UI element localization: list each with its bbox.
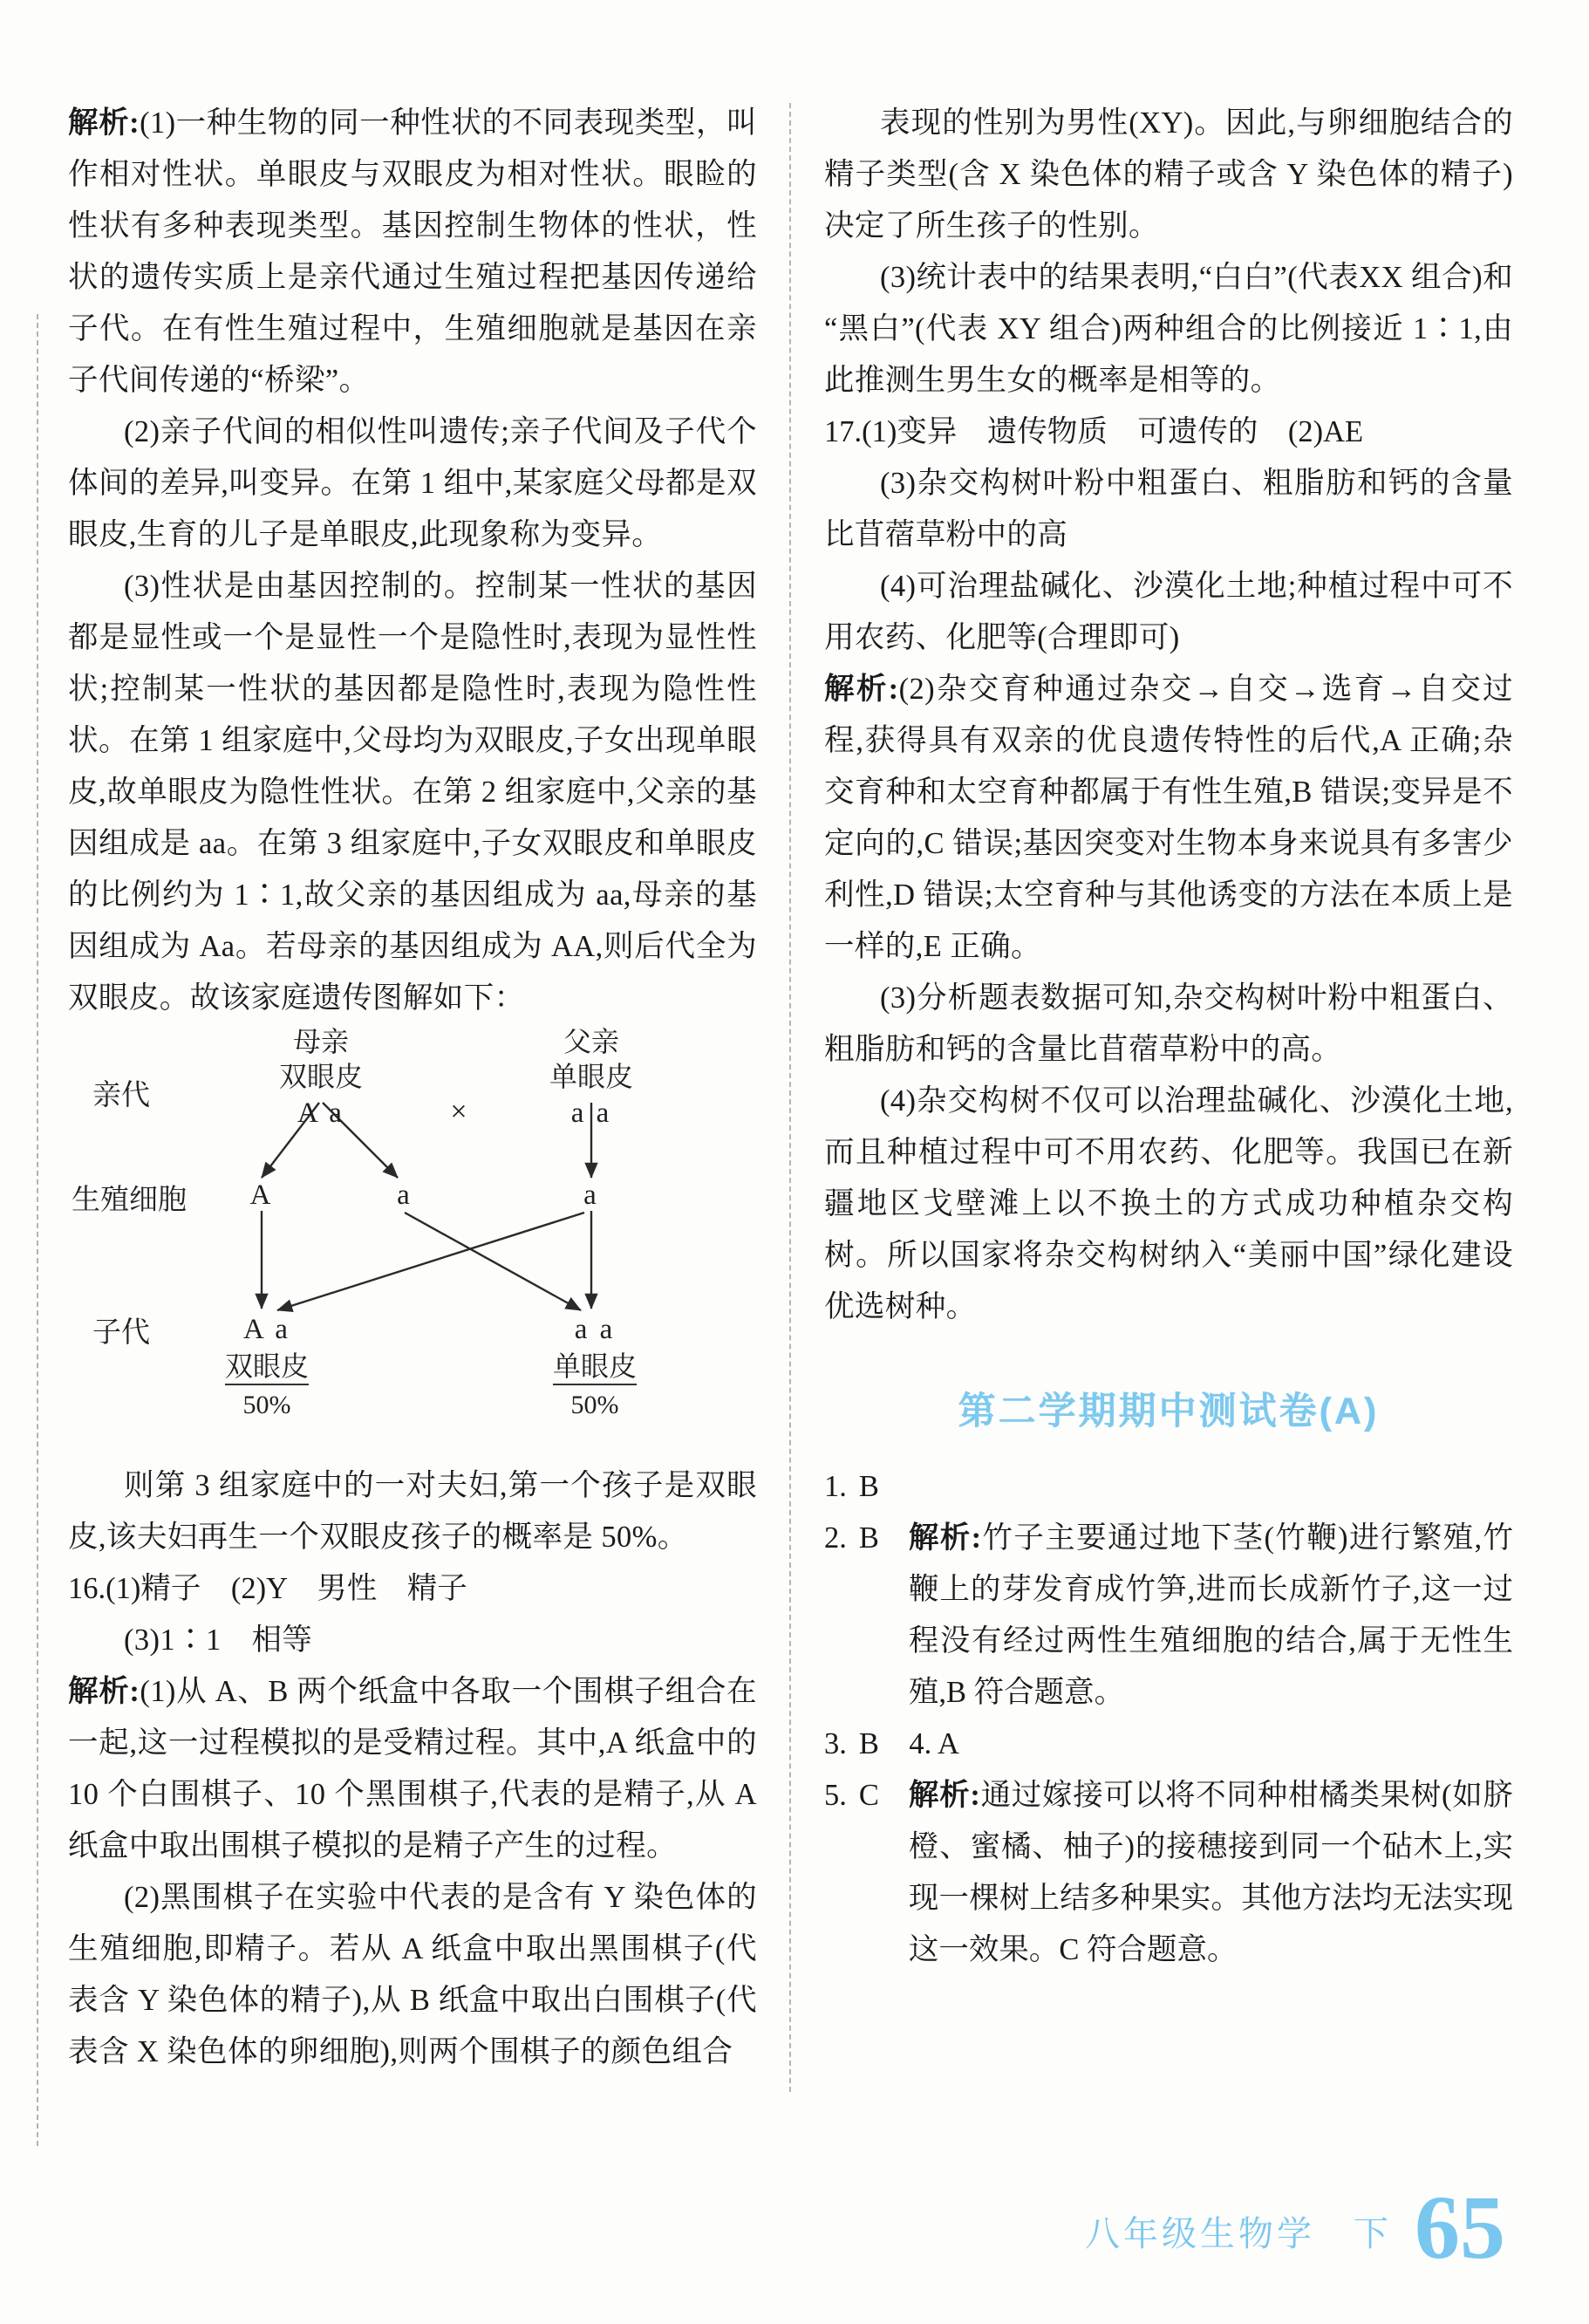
offspring-left-genotype: A a [243,1314,290,1345]
explanation-paragraph [68,98,757,407]
explanation-17-part4: (4)杂交构树不仅可以治理盐碱化、沙漠化土地,而且种植过程中可不用农药、化肥等。我国已在新疆地区戈壁滩上以不换土的方式成功种植杂交构树。所以国家将杂交构树纳入“美丽中国”绿化建设优选树种。 [824,1084,1513,1323]
explanation-17-text: (2)杂交育种通过杂交→自交→选育→自交过程,获得具有双亲的优良遗传特性的后代,A 正确;杂交育种和太空育种都属于有性生殖,B 错误;变异是不定向的,C 错误;基因突变对生物本身来说具有多害少利性,D 错误;太空育种与其他诱变的方法在本质上是一样的,E 正确。 [824,673,1513,963]
paragraph-q15-3: (3)性状是由基因控制的。控制某一性状的基因都是显性或一个是显性一个是隐性时,表现为显性性状;控制某一性状的基因都是隐性时,表现为隐性性状。在第 1 组家庭中,父母均为双眼皮,子女出现单眼皮,故单眼皮为隐性性状。在第 2 组家庭中,父亲的基因组成是 aa。在第 3 组家庭中,子女双眼皮和单眼皮的比例约为 1∶1,故父亲的基因组成为 aa,母亲的基因组成为 Aa。若母亲的基因组成为 AA,则后代全为双眼皮。故该家庭遗传图解如下： [68,570,757,1015]
page-footer [0,2177,1589,2279]
answer-text-17: (1)变异 遗传物质 可遗传的 (2)AE [862,415,1364,448]
answer-item-17-part4: (4)可治理盐碱化、沙漠化土地;种植过程中可不用农药、化肥等(合理即可) [824,570,1513,654]
answer-number-3: 3. [824,1727,847,1760]
pedigree-arrows [68,1031,757,1406]
row-label-parent: 亲代 [92,1080,150,1111]
answer-item-5 [824,1770,1513,1976]
paragraph-after-diagram: 则第 3 组家庭中的一对夫妇,第一个孩子是双眼皮,该夫妇再生一个双眼皮孩子的概率是 50%。 [68,1469,757,1554]
offspring-right-phenotype: 单眼皮 [553,1352,637,1385]
answer-text-16: (1)精子 (2)Y 男性 精子 [106,1572,467,1605]
father-gamete-a: a [583,1179,599,1211]
offspring-right-genotype: a a [574,1314,616,1345]
answer-item-1 [824,1461,1513,1513]
answer-number-1: 1. [824,1470,847,1503]
father-phenotype: 单眼皮 [549,1061,634,1092]
row-label-gametes: 生殖细胞 [72,1185,187,1216]
answer-choice-2: B [858,1521,879,1555]
answer-number-17: 17. [824,415,863,448]
explanation-17-label: 解析: [824,673,899,706]
answer-text-1: B [858,1470,879,1503]
explanation-16-part2: (2)黑围棋子在实验中代表的是含有 Y 染色体的生殖细胞,即精子。若从 A 纸盒中取出黑围棋子(代表含 Y 染色体的精子),从 B 纸盒中取出白围棋子(代表含 X 染色体的卵细胞),则两个围棋子的颜色组合 [68,1881,757,2068]
mother-title: 母亲 [292,1026,350,1057]
diagram-spacer [68,1410,757,1460]
explanation-2-label: 解析: [908,1521,982,1555]
mother-gamete-A: A [249,1179,274,1211]
mother-phenotype: 双眼皮 [278,1061,364,1092]
explanation-16-text: (1)从 A、B 两个纸盒中各取一个围棋子组合在一起,这一过程模拟的是受精过程。其中,A 纸盒中的 10 个白围棋子、10 个黑围棋子,代表的是精子,从 A 纸盒中取出围棋子模拟的是精子产生的过程。 [68,1675,757,1863]
right-column [824,98,1513,1976]
explanation-2-text: 竹子主要通过地下茎(竹鞭)进行繁殖,竹鞭上的芽发育成竹笋,进而长成新竹子,这一过程没有经过两性生殖细胞的结合,属于无性生殖,B 符合题意。 [908,1521,1513,1709]
answer-item-17 [824,407,1513,458]
explanation-17 [824,664,1513,973]
offspring-right-ratio: 50% [570,1391,619,1419]
offspring-left-phenotype: 双眼皮 [225,1352,309,1385]
paragraph-16-3: (3)统计表中的结果表明,“白白”(代表XX 组合)和“黑白”(代表 XY 组合)两种组合的比例接近 1∶1,由此推测生男生女的概率是相等的。 [824,261,1514,397]
answer-item-3-4 [824,1719,1513,1770]
explanation-16 [68,1666,757,1872]
mother-genotype: A a [297,1097,344,1129]
paragraph-continued: 表现的性别为男性(XY)。因此,与卵细胞结合的精子类型(含 X 染色体的精子或含 Y 染色体的精子)决定了所生孩子的性别。 [824,106,1513,243]
answer-number-2: 2. [824,1521,847,1555]
explanation-text: (1)一种生物的同一种性状的不同表现类型，叫作相对性状。单眼皮与双眼皮为相对性状。眼睑的性状有多种表现类型。基因控制生物体的性状，性状的遗传实质上是亲代通过生殖过程把基因传递给子代。在有性生殖过程中，生殖细胞就是基因在亲子代间传递的“桥梁”。 [68,106,757,397]
explanation-16-label: 解析: [68,1675,140,1708]
answer-explanation-5 [879,1770,1513,1976]
answer-explanation-2 [879,1513,1513,1719]
answer-item-16-part3: (3)1∶1 相等 [124,1623,313,1657]
genetics-pedigree-diagram [68,1026,757,1419]
left-column [68,98,757,2078]
mother-gamete-a: a [397,1179,413,1211]
father-title: 父亲 [563,1026,620,1057]
answer-item-17-part3: (3)杂交构树叶粉中粗蛋白、粗脂肪和钙的含量比苜蓿草粉中的高 [824,467,1513,551]
answer-number-16: 16. [68,1572,106,1605]
explanation-5-text: 通过嫁接可以将不同种柑橘类果树(如脐橙、蜜橘、柚子)的接穗接到同一个砧木上,实现一棵树上结多种果实。其他方法均无法实现这一效果。C 符合题意。 [908,1779,1513,1966]
answer-item-2 [824,1513,1513,1719]
answer-text-3-4: B 4. A [858,1727,959,1760]
footer-subject-label: 八年级生物学 下 [1085,2215,1392,2253]
section-title-midterm-a: 第二学期期中测试卷(A) [958,1391,1380,1432]
explanation-label: 解析: [68,106,140,140]
row-label-offspring: 子代 [92,1317,150,1349]
paragraph-q15-2: (2)亲子代间的相似性叫遗传;亲子代间及子代个体间的差异,叫变异。在第 1 组中,某家庭父母都是双眼皮,生育的儿子是单眼皮,此现象称为变异。 [68,415,757,551]
cross-symbol: × [450,1096,467,1128]
page-number: 65 [1415,2177,1505,2279]
explanation-5-label: 解析: [908,1779,980,1812]
father-genotype: a a [570,1097,612,1129]
offspring-left-ratio: 50% [242,1391,291,1419]
answer-number-5: 5. [824,1779,847,1812]
explanation-17-part3: (3)分析题表数据可知,杂交构树叶粉中粗蛋白、粗脂肪和钙的含量比苜蓿草粉中的高。 [824,981,1513,1066]
answer-item-16 [68,1563,757,1615]
answer-choice-5: C [858,1779,879,1812]
